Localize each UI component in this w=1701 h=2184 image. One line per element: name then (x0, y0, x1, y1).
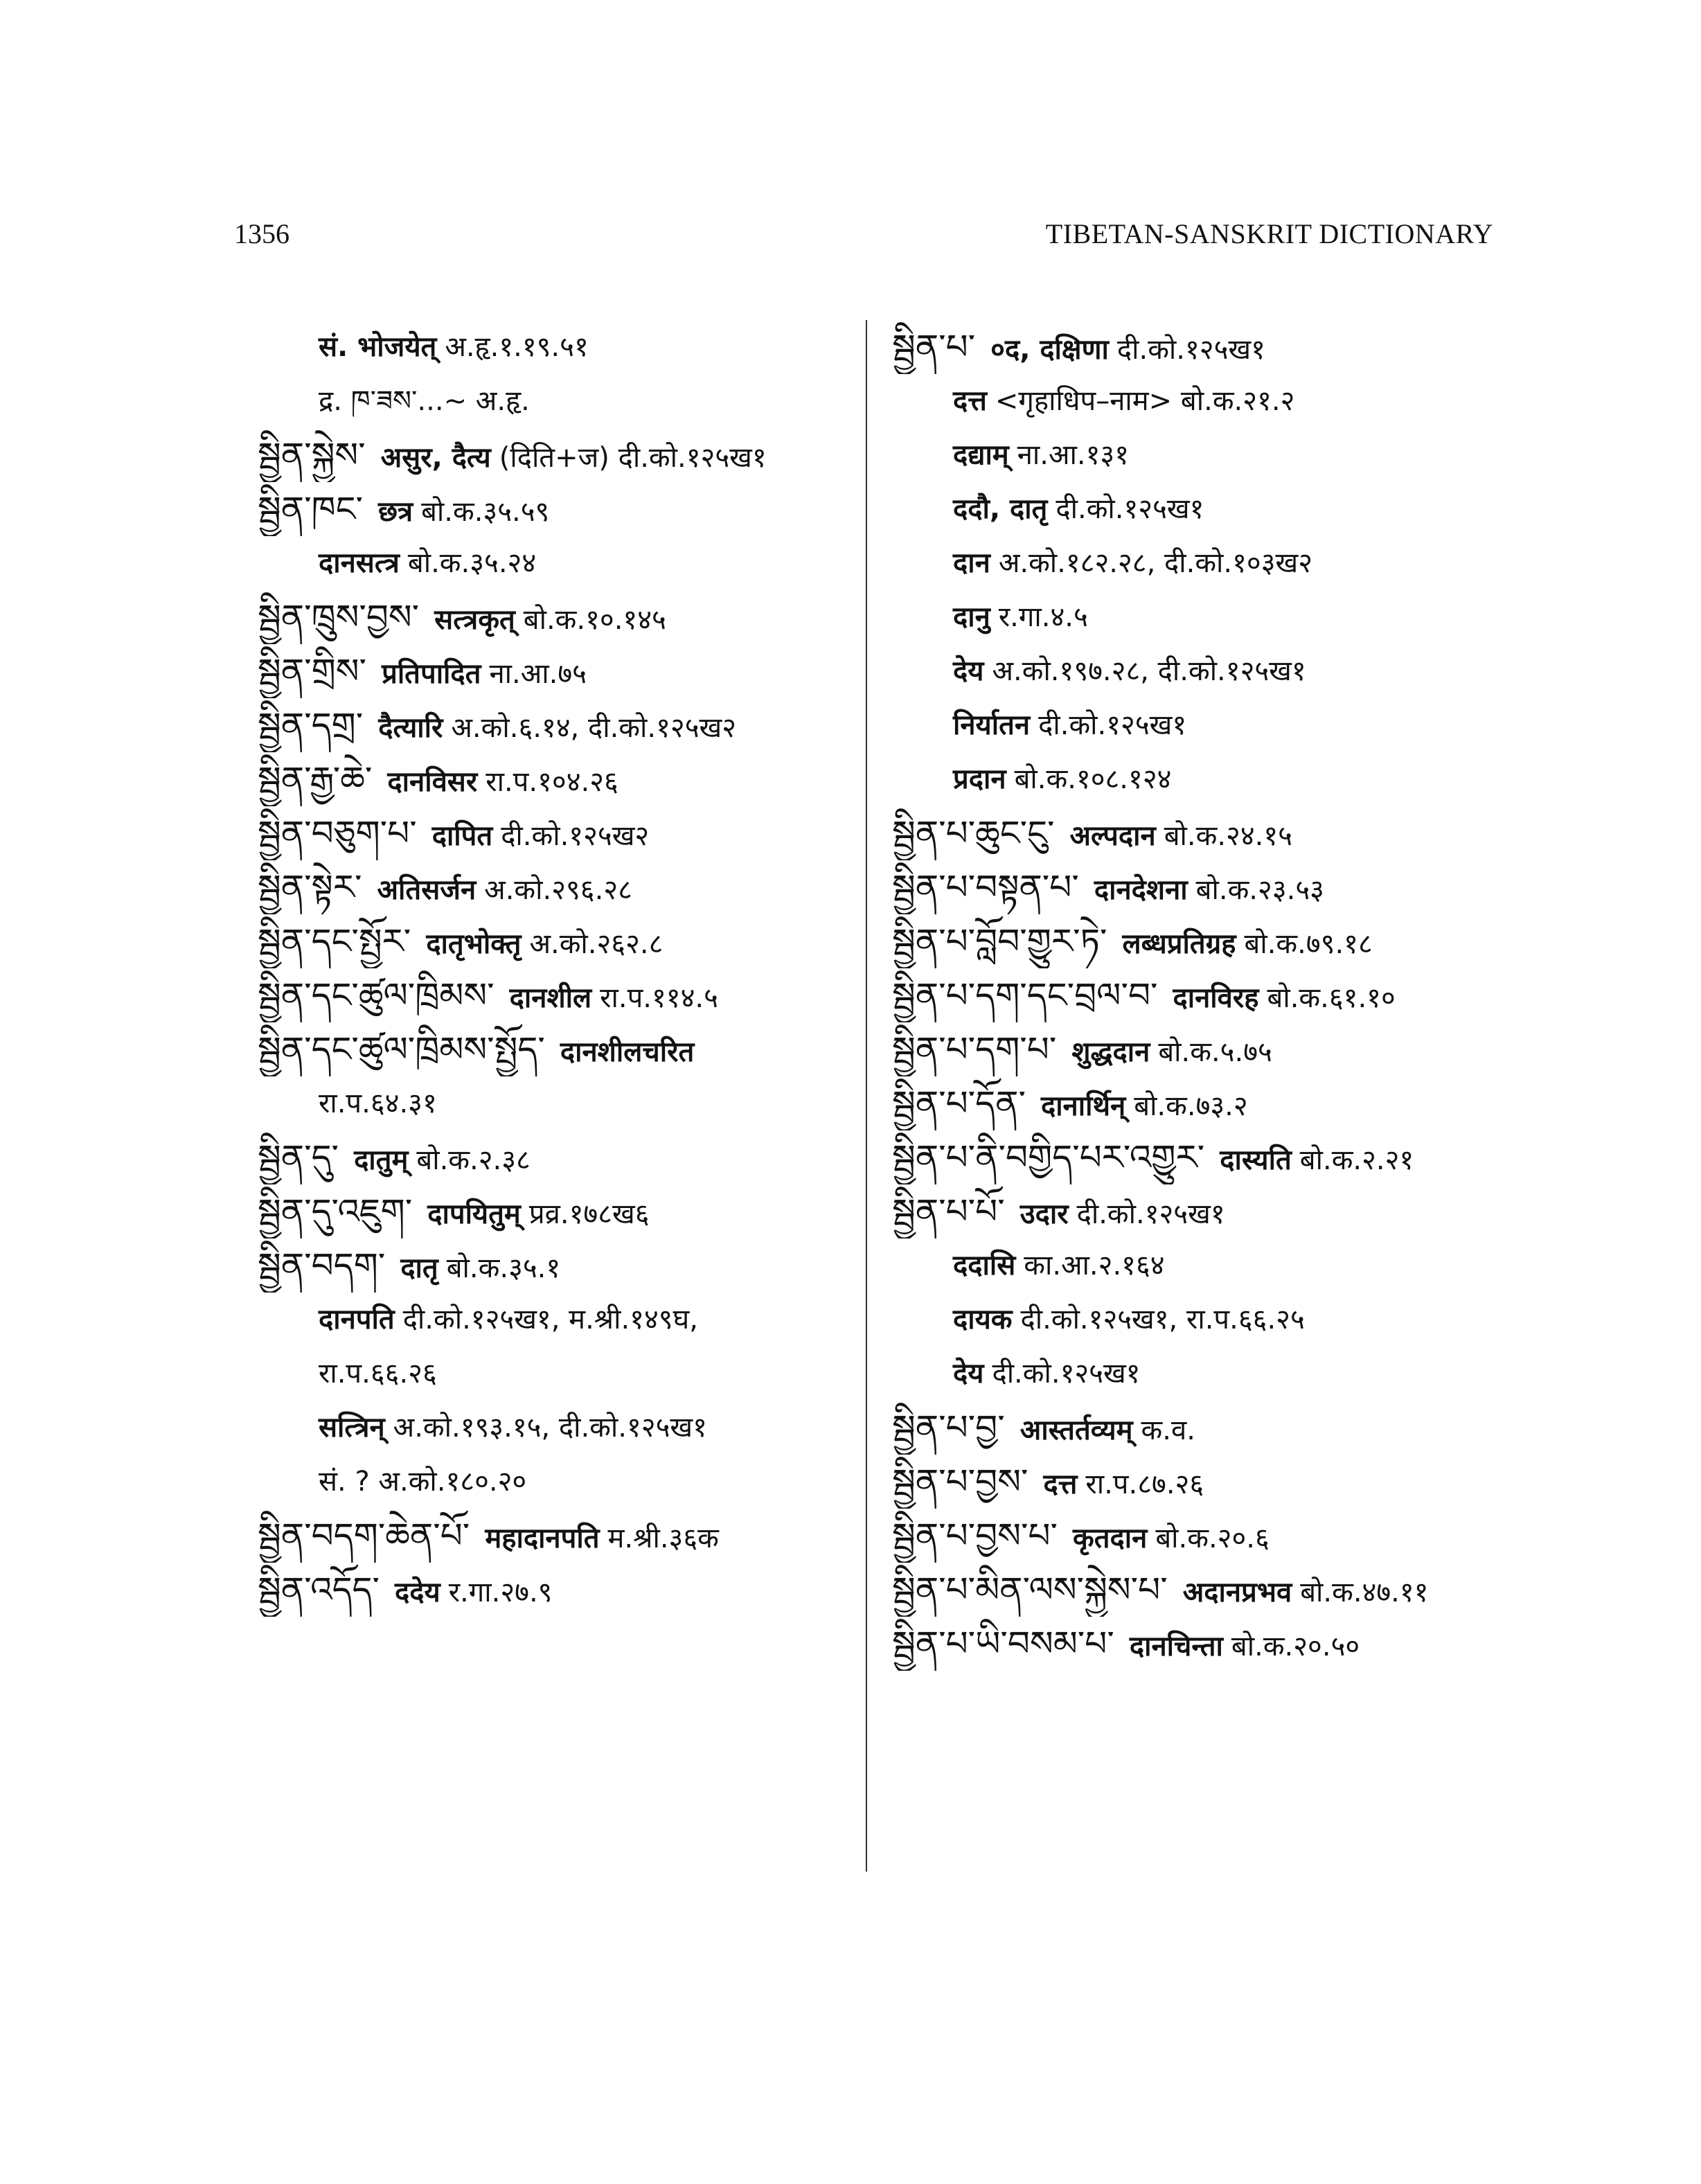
citation-reference: दी.को.१२५ख१ (1076, 1198, 1225, 1230)
tibetan-headword: སྦྱིན་པ་བྱས་ (892, 1462, 1028, 1502)
tibetan-headword: སྦྱིན་པ་པོ་ (892, 1191, 1005, 1232)
tibetan-headword: སྦྱིན་པ་བྱས་པ་ (892, 1516, 1058, 1556)
sanskrit-term: दायक (953, 1304, 1013, 1335)
sanskrit-term: शुद्धदान (1071, 1036, 1150, 1068)
entry-subline (258, 1293, 867, 1347)
sanskrit-term: दानचिन्ता (1129, 1631, 1223, 1662)
dictionary-entry (258, 1563, 867, 1617)
entry-subline (258, 320, 867, 374)
sanskrit-term: असुर, दैत्य (380, 442, 491, 474)
citation-reference: (दिति+ज) दी.को.१२५ख१ (499, 442, 767, 474)
sanskrit-term: ददासि (953, 1250, 1016, 1281)
citation-reference: म.श्री.३६क (607, 1522, 719, 1554)
sanskrit-term: अदानप्रभव (1182, 1577, 1292, 1608)
dictionary-entry (892, 860, 1508, 914)
sanskrit-term: दानसत्त्र (319, 547, 400, 579)
citation-reference: दी.को.१२५ख१ (1038, 709, 1187, 741)
sanskrit-term: ददेय (395, 1577, 440, 1608)
dictionary-entry (258, 1022, 867, 1076)
page-number: 1356 (234, 218, 290, 249)
tibetan-headword: སྦྱིན་སྟེར་ (258, 867, 362, 907)
dictionary-entry (892, 806, 1508, 860)
citation-reference: दी.को.१२५ख१, म.श्री.१४९घ, (402, 1304, 698, 1335)
sanskrit-term: अल्पदान (1069, 820, 1156, 852)
citation-reference: अ.को.२६२.८ (529, 928, 664, 960)
tibetan-headword: སྦྱིན་དང་ཚུལ་ཁྲིམས་སྤྱོད་ (258, 1029, 545, 1069)
sanskrit-term: प्रतिपादित (382, 658, 481, 690)
citation-reference: बो.क.२.३८ (416, 1144, 531, 1176)
entry-subline (892, 1293, 1508, 1347)
citation-reference: बो.क.७३.२ (1134, 1090, 1248, 1122)
dictionary-entry (258, 968, 867, 1022)
tibetan-headword: སྦྱིན་དུ་འཇུག་ (258, 1191, 413, 1232)
dictionary-entry (258, 1509, 867, 1563)
sanskrit-term: लब्धप्रतिग्रह (1122, 928, 1236, 960)
dictionary-entry (892, 1455, 1508, 1509)
sanskrit-term: दत्त (953, 385, 987, 417)
dictionary-entry (258, 698, 867, 752)
citation-reference: बो.क.१०.१४५ (523, 604, 666, 636)
dictionary-entry (258, 590, 867, 644)
tibetan-headword: སྦྱིན་པ་དོན་ (892, 1083, 1026, 1124)
sanskrit-term: दानशील (509, 982, 592, 1014)
citation-reference: बो.क.६१.१० (1267, 982, 1396, 1014)
tibetan-headword: སྦྱིན་གྲིས་ (258, 651, 367, 691)
sanskrit-term: दानु (953, 601, 990, 633)
citation-reference: बो.क.२०.५० (1231, 1631, 1360, 1662)
dictionary-entry (258, 482, 867, 536)
citation-reference: दी.को.१२५ख१, रा.प.६६.२५ (1020, 1304, 1305, 1335)
citation-reference: बो.क.१०८.१२४ (1014, 763, 1172, 795)
entry-subline (258, 1401, 867, 1455)
sanskrit-term: दास्यति (1220, 1144, 1292, 1176)
sanskrit-term: ०द, दक्षिणा (990, 334, 1109, 366)
entry-subline (892, 536, 1508, 590)
left-column (258, 320, 867, 1617)
tibetan-headword: སྦྱིན་སྐྱེས་ (258, 435, 366, 475)
sanskrit-term: अतिसर्जन (377, 874, 477, 906)
sanskrit-term: दानविसर (387, 766, 478, 798)
entry-subline (258, 536, 867, 590)
tibetan-headword: སྦྱིན་པ་བསྟན་པ་ (892, 867, 1079, 907)
citation-reference: दी.को.१२५ख२ (501, 820, 650, 852)
citation-reference: ना.आ.७५ (489, 658, 587, 690)
entry-subline (892, 590, 1508, 644)
dictionary-entry (258, 428, 867, 482)
tibetan-headword: སྦྱིན་པ་དག་པ་ (892, 1029, 1057, 1069)
dictionary-entry (258, 1239, 867, 1293)
sanskrit-term: सत्त्रकृत् (434, 604, 515, 636)
sanskrit-term: सत्त्रिन् (319, 1412, 385, 1444)
sanskrit-term: दातृ (400, 1252, 438, 1284)
citation-reference: बो.क.२०.६ (1155, 1522, 1270, 1554)
citation-reference: क.व. (1141, 1414, 1195, 1446)
tibetan-headword: སྦྱིན་པ་ཡི་བསམ་པ་ (892, 1624, 1114, 1664)
dictionary-entry (258, 914, 867, 968)
dictionary-entry (258, 752, 867, 806)
dictionary-entry (258, 860, 867, 914)
citation-reference: का.आ.२.१६४ (1024, 1250, 1165, 1281)
sanskrit-term: देय (953, 655, 984, 687)
sanskrit-term: सं. भोजयेत् (319, 331, 437, 363)
entry-subline (892, 1347, 1508, 1401)
dictionary-entry (892, 320, 1508, 374)
tibetan-headword: སྦྱིན་བཅུག་པ་ (258, 813, 417, 853)
running-title: TIBETAN-SANSKRIT DICTIONARY (1045, 218, 1493, 249)
citation-reference: बो.क.२३.५३ (1195, 874, 1324, 906)
citation-reference: सं. ? अ.को.१८०.२० (319, 1466, 527, 1498)
citation-reference: रा.प.६४.३१ (319, 1087, 437, 1119)
sanskrit-term: दातुम् (354, 1144, 409, 1176)
tibetan-headword: སྦྱིན་རྒྱ་ཆེ་ (258, 759, 373, 799)
tibetan-headword: སྦྱིན་ཁྲུས་བྱས་ (258, 597, 420, 637)
sanskrit-term: देय (953, 1358, 984, 1390)
citation-reference: अ.को.१८२.२८, दी.को.१०३ख२ (998, 547, 1313, 579)
dictionary-entry (892, 1076, 1508, 1130)
citation-reference: अ.हृ.१.१९.५१ (445, 331, 589, 363)
citation-reference: बो.क.७९.१८ (1244, 928, 1373, 960)
citation-reference: दी.को.१२५ख१ (1116, 334, 1265, 366)
dictionary-entry (892, 914, 1508, 968)
entry-subline (892, 752, 1508, 806)
citation-reference: द्र. ཁ་ཟས་...~ अ.हृ. (319, 385, 530, 417)
tibetan-headword: སྦྱིན་འདོད་ (258, 1570, 380, 1610)
sanskrit-term: उदार (1019, 1198, 1069, 1230)
citation-reference: रा.प.८७.२६ (1085, 1468, 1204, 1500)
citation-reference: रा.प.११४.५ (600, 982, 718, 1014)
sanskrit-term: दापित (431, 820, 493, 852)
sanskrit-term: दैत्यारि (378, 712, 443, 744)
tibetan-headword: སྦྱིན་དང་སྤྱོར་ (258, 921, 411, 961)
dictionary-entry (258, 1130, 867, 1184)
tibetan-headword: སྦྱིན་པ་དག་དང་བྲལ་བ་ (892, 975, 1158, 1015)
citation-reference: र.गा.२७.९ (448, 1577, 553, 1608)
tibetan-headword: སྦྱིན་བདག་ (258, 1245, 386, 1286)
citation-reference: बो.क.५.७५ (1158, 1036, 1272, 1068)
citation-reference: दी.को.१२५ख१ (992, 1358, 1141, 1390)
sanskrit-term: छत्र (377, 496, 413, 528)
dictionary-entry (258, 806, 867, 860)
sanskrit-term: दानपति (319, 1304, 395, 1335)
tibetan-headword: སྦྱིན་དུ་ (258, 1137, 339, 1178)
citation-reference: बो.क.४७.११ (1300, 1577, 1429, 1608)
dictionary-entry (258, 1184, 867, 1239)
entry-subline (892, 428, 1508, 482)
entry-subline (892, 482, 1508, 536)
column-divider (866, 320, 867, 1872)
tibetan-headword: སྦྱིན་པ་བློབ་གྱུར་ཏེ་ (892, 921, 1107, 961)
entry-subline (892, 374, 1508, 428)
dictionary-entry (892, 1130, 1508, 1184)
entry-subline (892, 1239, 1508, 1293)
tibetan-headword: སྦྱིན་པ་ནི་བགྱིད་པར་འགྱུར་ (892, 1137, 1205, 1178)
citation-reference: अ.को.१९७.२८, दी.को.१२५ख१ (992, 655, 1306, 687)
entry-subline (258, 374, 867, 428)
citation-reference: अ.को.२९६.२८ (484, 874, 632, 906)
citation-reference: अ.को.१९३.१५, दी.को.१२५ख१ (393, 1412, 707, 1444)
sanskrit-term: दानदेशना (1094, 874, 1188, 906)
entry-subline (892, 644, 1508, 698)
entry-subline (258, 1455, 867, 1509)
sanskrit-term: दद्याम् (953, 439, 1009, 471)
dictionary-entry (892, 1401, 1508, 1455)
tibetan-headword: སྦྱིན་དགྲ་ (258, 705, 364, 745)
dictionary-entry (258, 644, 867, 698)
sanskrit-term: आस्तर्तव्यम् (1019, 1414, 1133, 1446)
dictionary-entry (892, 1509, 1508, 1563)
citation-reference: ना.आ.१३१ (1017, 439, 1130, 471)
tibetan-headword: སྦྱིན་དང་ཚུལ་ཁྲིམས་ (258, 975, 495, 1015)
sanskrit-term: कृतदान (1073, 1522, 1148, 1554)
tibetan-headword: སྦྱིན་པ་བྱ་ (892, 1408, 1005, 1448)
citation-reference: प्रव्र.१७८ख६ (528, 1198, 650, 1230)
citation-reference: रा.प.६६.२६ (319, 1358, 437, 1390)
tibetan-headword: སྦྱིན་པ་ (892, 327, 976, 367)
dictionary-entry (892, 1617, 1508, 1671)
sanskrit-term: दत्त (1043, 1468, 1078, 1500)
citation-reference: <गृहाधिप–नाम> बो.क.२१.२ (995, 385, 1295, 417)
citation-reference: दी.को.१२५ख१ (1056, 493, 1204, 525)
citation-reference: बो.क.३५.१ (446, 1252, 561, 1284)
citation-reference: अ.को.६.१४, दी.को.१२५ख२ (451, 712, 737, 744)
citation-reference: बो.क.३५.५९ (421, 496, 550, 528)
sanskrit-term: दानार्थिन् (1040, 1090, 1126, 1122)
sanskrit-term: दातृभोक्तृ (426, 928, 522, 960)
tibetan-headword: སྦྱིན་བདག་ཆེན་པོ་ (258, 1516, 470, 1556)
right-column (892, 320, 1508, 1671)
tibetan-headword: སྦྱིན་པ་མིན་ལས་སྐྱེས་པ་ (892, 1570, 1168, 1610)
sanskrit-term: दानशीलचरित (560, 1036, 695, 1068)
citation-reference: रा.प.१०४.२६ (486, 766, 618, 798)
citation-reference: र.गा.४.५ (998, 601, 1088, 633)
sanskrit-term: दापयितुम् (427, 1198, 521, 1230)
citation-reference: बो.क.२४.१५ (1164, 820, 1292, 852)
dictionary-entry (892, 968, 1508, 1022)
sanskrit-term: प्रदान (953, 763, 1006, 795)
dictionary-entry (892, 1184, 1508, 1239)
sanskrit-term: निर्यातन (953, 709, 1031, 741)
citation-reference: बो.क.२.२१ (1299, 1144, 1414, 1176)
dictionary-entry (892, 1563, 1508, 1617)
entry-subline (258, 1076, 867, 1130)
tibetan-headword: སྦྱིན་ཁང་ (258, 489, 363, 529)
entry-subline (258, 1347, 867, 1401)
sanskrit-term: महादानपति (485, 1522, 600, 1554)
tibetan-headword: སྦྱིན་པ་ཆུང་ངུ་ (892, 813, 1055, 853)
sanskrit-term: दान (953, 547, 990, 579)
sanskrit-term: ददौ, दातृ (953, 493, 1048, 525)
entry-subline (892, 698, 1508, 752)
sanskrit-term: दानविरह (1173, 982, 1259, 1014)
citation-reference: बो.क.३५.२४ (407, 547, 537, 579)
dictionary-entry (892, 1022, 1508, 1076)
